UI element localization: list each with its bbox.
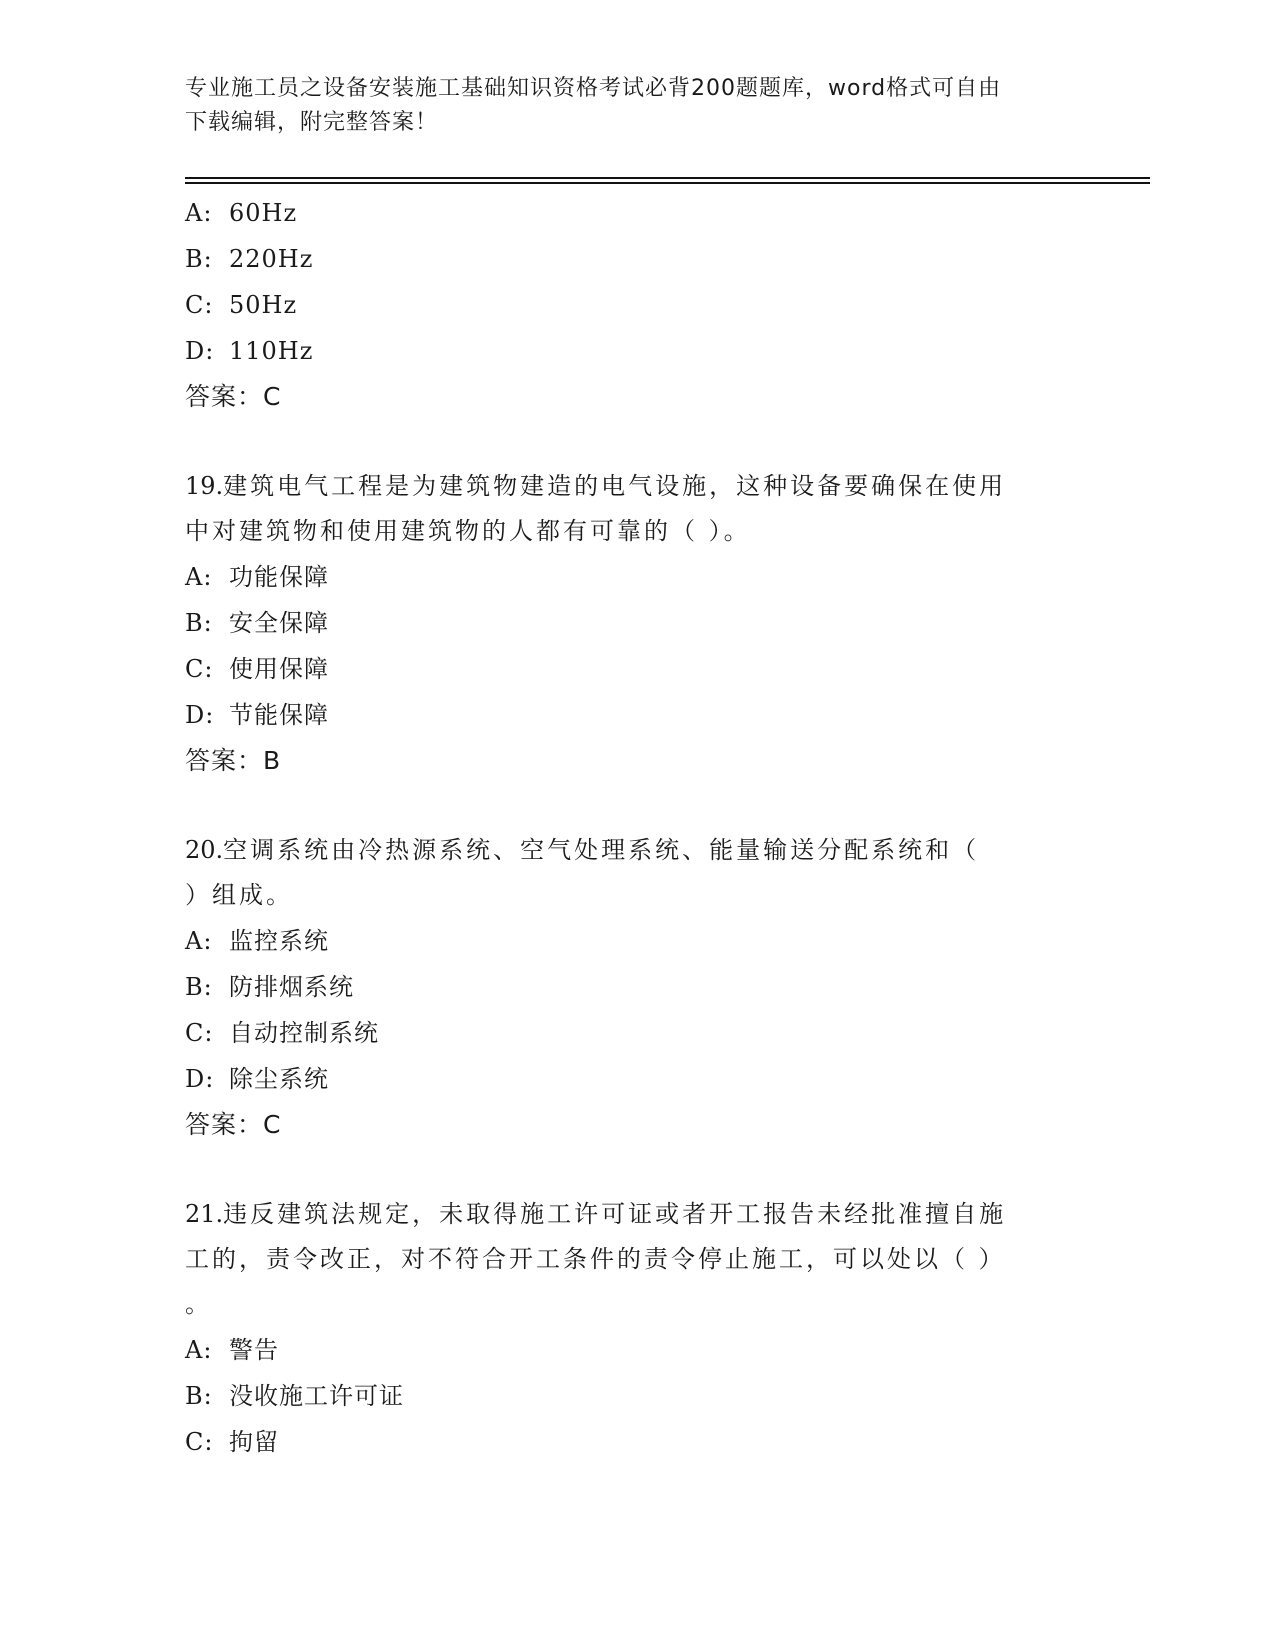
question-20-text: 20.空调系统由冷热源系统、空气处理系统、能量输送分配系统和（ ）组成。 — [185, 836, 980, 909]
option-d: D: 除尘系统 — [185, 1065, 329, 1093]
answer-label: 答案： — [185, 1110, 264, 1139]
option-text: 监控系统 — [229, 927, 329, 955]
option-text: 节能保障 — [229, 701, 329, 729]
question-19-text: 19.建筑电气工程是为建筑物建造的电气设施，这种设备要确保在使用 中对建筑物和使用建筑物的人都有可靠的（ ）。 — [185, 472, 1007, 545]
option-text: 没收施工许可证 — [229, 1382, 404, 1410]
option-a: A: 功能保障 — [185, 563, 329, 591]
option-text: 60Hz — [229, 199, 298, 227]
question-number: 21. — [185, 1200, 224, 1228]
option-b: B: 安全保障 — [185, 609, 329, 637]
option-c: C: 50Hz — [185, 291, 298, 319]
answer-value: B — [263, 746, 282, 775]
question-20-block — [185, 828, 1085, 1148]
option-c: C: 自动控制系统 — [185, 1019, 379, 1047]
option-d: D: 110Hz — [185, 337, 314, 365]
option-c: C: 使用保障 — [185, 655, 329, 683]
option-b: B: 没收施工许可证 — [185, 1382, 404, 1410]
option-text: 自动控制系统 — [229, 1019, 379, 1047]
question-19-block — [185, 464, 1085, 784]
answer-value: C — [263, 1110, 282, 1139]
document-header — [185, 72, 1065, 140]
header-line-2: 下载编辑，附完整答案！ — [185, 110, 439, 135]
answer-line — [185, 1102, 1085, 1148]
option-b: B: 220Hz — [185, 245, 314, 273]
header-line-1: 专业施工员之设备安装施工基础知识资格考试必背200题题库，word格式可自由 — [185, 76, 1002, 101]
header-rule-bottom — [185, 182, 1150, 184]
question-number: 19. — [185, 472, 224, 500]
option-text: 除尘系统 — [229, 1065, 329, 1093]
answer-label: 答案： — [185, 382, 264, 411]
question-18-block — [185, 190, 1085, 420]
option-b: B: 防排烟系统 — [185, 973, 354, 1001]
option-text: 警告 — [229, 1336, 279, 1364]
answer-label: 答案： — [185, 746, 264, 775]
option-text: 使用保障 — [229, 655, 329, 683]
question-21-text: 21.违反建筑法规定，未取得施工许可证或者开工报告未经批准擅自施 工的，责令改正，对不符合开工条件的责令停止施工，可以处以（ ） 。 — [185, 1200, 1007, 1318]
option-text: 功能保障 — [229, 563, 329, 591]
question-21-block — [185, 1192, 1085, 1465]
option-a: A: 60Hz — [185, 199, 298, 227]
question-content — [185, 190, 1085, 1465]
option-a: A: 监控系统 — [185, 927, 329, 955]
option-text: 拘留 — [229, 1428, 279, 1456]
answer-line — [185, 374, 1085, 420]
option-c: C: 拘留 — [185, 1428, 279, 1456]
option-text: 防排烟系统 — [229, 973, 354, 1001]
answer-line — [185, 738, 1085, 784]
answer-value: C — [263, 382, 282, 411]
option-text: 安全保障 — [229, 609, 329, 637]
question-number: 20. — [185, 836, 224, 864]
option-d: D: 节能保障 — [185, 701, 329, 729]
option-text: 220Hz — [229, 245, 314, 273]
option-a: A: 警告 — [185, 1336, 279, 1364]
header-rule-top — [185, 177, 1150, 179]
option-text: 110Hz — [229, 337, 314, 365]
option-text: 50Hz — [229, 291, 298, 319]
